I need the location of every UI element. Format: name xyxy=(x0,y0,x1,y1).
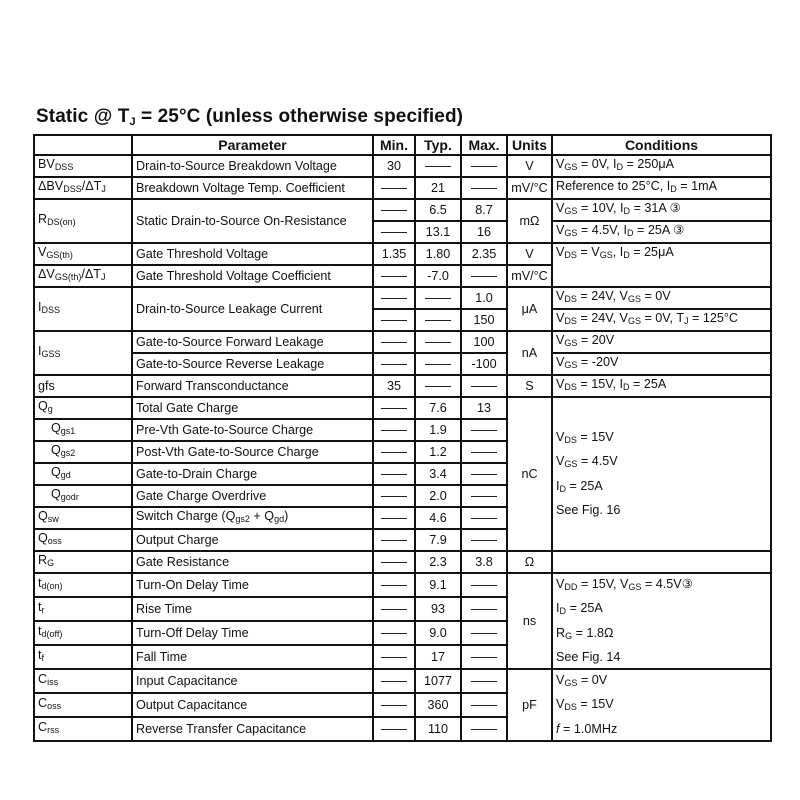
header-typ: Typ. xyxy=(415,135,461,155)
min-cell xyxy=(373,507,415,529)
symbol-cell: $\Delta BV_{DSS}/\Delta T_J$ xyxy=(34,177,132,199)
dash-placeholder xyxy=(471,166,497,167)
parameter-cell: Post-Vth Gate-to-Source Charge xyxy=(132,441,373,463)
max-cell xyxy=(461,155,507,177)
units-cell: pF xyxy=(507,669,552,741)
typ-cell: 2.0 xyxy=(415,485,461,507)
conditions-cell: $V_{DS} = 15V$, $I_D = 25A$ xyxy=(552,375,771,397)
dash-placeholder xyxy=(471,633,497,634)
min-cell xyxy=(373,693,415,717)
typ-cell: 21 xyxy=(415,177,461,199)
units-cell: ns xyxy=(507,573,552,669)
min-cell xyxy=(373,265,415,287)
conditions-cell: $V_{DS} = 24V$, $V_{GS} = 0V$, $T_J = 125^\circ C$ xyxy=(552,309,771,331)
symbol-cell: $\Delta V_{GS(th)}/\Delta T_J$ xyxy=(34,265,132,287)
dash-placeholder xyxy=(381,705,407,706)
conditions-cell: $V_{DD} = 15V$, $V_{GS}$ = 4.5V③ $I_D = 25A$ $R_G = 1.8\Omega$ See Fig. 14 xyxy=(552,573,771,669)
max-cell: 3.8 xyxy=(461,551,507,573)
min-cell: 1.35 xyxy=(373,243,415,265)
parameter-cell: Total Gate Charge xyxy=(132,397,373,419)
dash-placeholder xyxy=(471,386,497,387)
typ-cell: 6.5 xyxy=(415,199,461,221)
symbol-cell: $C_{iss}$ xyxy=(34,669,132,693)
header-parameter: Parameter xyxy=(132,135,373,155)
max-cell xyxy=(461,375,507,397)
dash-placeholder xyxy=(381,474,407,475)
max-cell xyxy=(461,573,507,597)
title-suffix: = 25°C (unless otherwise specified) xyxy=(135,106,464,127)
units-cell: nC xyxy=(507,397,552,551)
dash-placeholder xyxy=(381,298,407,299)
typ-cell: 9.1 xyxy=(415,573,461,597)
conditions-cell: $V_{DS} = V_{GS}$, $I_D = 25\mu A$ xyxy=(552,243,771,287)
dash-placeholder xyxy=(381,657,407,658)
table-row-vgsth xyxy=(34,243,771,265)
symbol-cell: $R_G$ xyxy=(34,551,132,573)
conditions-cell: $V_{GS} = 0V$ $V_{DS} = 15V$ f = 1.0MHz xyxy=(552,669,771,741)
max-cell xyxy=(461,507,507,529)
max-cell: 2.35 xyxy=(461,243,507,265)
typ-cell: 360 xyxy=(415,693,461,717)
min-cell xyxy=(373,309,415,331)
min-cell xyxy=(373,485,415,507)
typ-cell: 4.6 xyxy=(415,507,461,529)
dash-placeholder xyxy=(471,188,497,189)
dash-placeholder xyxy=(381,585,407,586)
symbol-cell: $t_{d(off)}$ xyxy=(34,621,132,645)
symbol-cell: $I_{GSS}$ xyxy=(34,331,132,375)
symbol-cell: $t_{d(on)}$ xyxy=(34,573,132,597)
parameter-cell: Static Drain-to-Source On-Resistance xyxy=(132,199,373,243)
dash-placeholder xyxy=(381,609,407,610)
max-cell xyxy=(461,529,507,551)
dash-placeholder xyxy=(381,540,407,541)
max-cell: 150 xyxy=(461,309,507,331)
dash-placeholder xyxy=(381,364,407,365)
units-cell: nA xyxy=(507,331,552,375)
table-row-qg xyxy=(34,397,771,419)
min-cell xyxy=(373,717,415,741)
min-cell xyxy=(373,621,415,645)
dash-placeholder xyxy=(381,320,407,321)
conditions-cell: $V_{GS} = 20V$ xyxy=(552,331,771,353)
parameter-cell: Breakdown Voltage Temp. Coefficient xyxy=(132,177,373,199)
dash-placeholder xyxy=(425,166,451,167)
dash-placeholder xyxy=(381,518,407,519)
symbol-cell: $Q_{gd}$ xyxy=(34,463,132,485)
conditions-cell: Reference to 25°C, $I_D = 1mA$ xyxy=(552,177,771,199)
typ-cell xyxy=(415,155,461,177)
units-cell: S xyxy=(507,375,552,397)
symbol-cell: $R_{DS(on)}$ xyxy=(34,199,132,243)
max-cell xyxy=(461,463,507,485)
table-row-igss1 xyxy=(34,331,771,353)
dash-placeholder xyxy=(471,474,497,475)
min-cell xyxy=(373,353,415,375)
dash-placeholder xyxy=(381,633,407,634)
symbol-cell: $t_f$ xyxy=(34,645,132,669)
parameter-cell: Fall Time xyxy=(132,645,373,669)
parameter-cell: Turn-Off Delay Time xyxy=(132,621,373,645)
units-cell: Ω xyxy=(507,551,552,573)
dash-placeholder xyxy=(381,430,407,431)
dash-placeholder xyxy=(471,496,497,497)
table-row-idss1 xyxy=(34,287,771,309)
symbol-cell: $Q_{oss}$ xyxy=(34,529,132,551)
parameter-cell: Gate Threshold Voltage Coefficient xyxy=(132,265,373,287)
table-row-rdson1 xyxy=(34,199,771,221)
dash-placeholder xyxy=(381,496,407,497)
units-cell: μA xyxy=(507,287,552,331)
table-row-gfs xyxy=(34,375,771,397)
max-cell xyxy=(461,177,507,199)
min-cell xyxy=(373,645,415,669)
table-row-bvdss xyxy=(34,155,771,177)
typ-cell: 3.4 xyxy=(415,463,461,485)
parameter-cell: Pre-Vth Gate-to-Source Charge xyxy=(132,419,373,441)
max-cell: 1.0 xyxy=(461,287,507,309)
min-cell xyxy=(373,419,415,441)
typ-cell: -7.0 xyxy=(415,265,461,287)
table-row-dbvdss xyxy=(34,177,771,199)
parameter-cell: Drain-to-Source Breakdown Voltage xyxy=(132,155,373,177)
max-cell xyxy=(461,621,507,645)
typ-cell: 1.80 xyxy=(415,243,461,265)
parameter-cell: Output Charge xyxy=(132,529,373,551)
parameter-cell: Switch Charge $(Q_{gs2} + Q_{gd})$ xyxy=(132,507,373,529)
parameter-cell: Forward Transconductance xyxy=(132,375,373,397)
section-title xyxy=(36,106,463,128)
dash-placeholder xyxy=(471,518,497,519)
conditions-cell: $V_{GS} = 10V$, $I_D = 31A$ ③ xyxy=(552,199,771,221)
max-cell xyxy=(461,669,507,693)
dash-placeholder xyxy=(381,232,407,233)
min-cell xyxy=(373,221,415,243)
title-subscript: J xyxy=(129,116,136,128)
min-cell xyxy=(373,669,415,693)
dash-placeholder xyxy=(471,657,497,658)
max-cell xyxy=(461,441,507,463)
parameter-cell: Reverse Transfer Capacitance xyxy=(132,717,373,741)
typ-cell: 1.9 xyxy=(415,419,461,441)
min-cell xyxy=(373,551,415,573)
typ-cell: 9.0 xyxy=(415,621,461,645)
typ-cell: 13.1 xyxy=(415,221,461,243)
units-cell: mV/°C xyxy=(507,177,552,199)
conditions-cell: $V_{DS} = 24V$, $V_{GS} = 0V$ xyxy=(552,287,771,309)
max-cell: -100 xyxy=(461,353,507,375)
max-cell xyxy=(461,265,507,287)
table-row-tdon xyxy=(34,573,771,597)
max-cell xyxy=(461,597,507,621)
table-row-ciss xyxy=(34,669,771,693)
typ-cell xyxy=(415,331,461,353)
symbol-cell: $t_r$ xyxy=(34,597,132,621)
min-cell xyxy=(373,529,415,551)
table-row-igss2 xyxy=(34,353,771,375)
dash-placeholder xyxy=(425,342,451,343)
symbol-cell: $Q_{sw}$ xyxy=(34,507,132,529)
typ-cell xyxy=(415,287,461,309)
max-cell xyxy=(461,645,507,669)
header-units: Units xyxy=(507,135,552,155)
conditions-cell: $V_{GS} = 0V$, $I_D = 250\mu A$ xyxy=(552,155,771,177)
header-row xyxy=(34,135,771,155)
max-cell xyxy=(461,693,507,717)
parameter-cell: Gate-to-Source Reverse Leakage xyxy=(132,353,373,375)
conditions-cell: $V_{GS} = 4.5V$, $I_D = 25A$ ③ xyxy=(552,221,771,243)
dash-placeholder xyxy=(471,276,497,277)
units-cell: V xyxy=(507,243,552,265)
typ-cell: 17 xyxy=(415,645,461,669)
conditions-cell: $V_{DS} = 15V$ $V_{GS} = 4.5V$ $I_D = 25A$ See Fig. 16 xyxy=(552,397,771,551)
units-cell: V xyxy=(507,155,552,177)
dash-placeholder xyxy=(425,320,451,321)
max-cell xyxy=(461,485,507,507)
dash-placeholder xyxy=(471,452,497,453)
parameter-cell: Gate Threshold Voltage xyxy=(132,243,373,265)
dash-placeholder xyxy=(381,342,407,343)
parameter-cell: Gate Charge Overdrive xyxy=(132,485,373,507)
title-prefix: Static @ T xyxy=(36,106,130,127)
parameter-cell: Rise Time xyxy=(132,597,373,621)
dash-placeholder xyxy=(381,562,407,563)
static-characteristics-table xyxy=(33,134,772,742)
dash-placeholder xyxy=(471,729,497,730)
symbol-cell: $Q_{gs2}$ xyxy=(34,441,132,463)
symbol-cell: $BV_{DSS}$ xyxy=(34,155,132,177)
dash-placeholder xyxy=(425,364,451,365)
parameter-cell: Turn-On Delay Time xyxy=(132,573,373,597)
dash-placeholder xyxy=(471,540,497,541)
typ-cell: 7.9 xyxy=(415,529,461,551)
max-cell: 13 xyxy=(461,397,507,419)
symbol-cell: $C_{oss}$ xyxy=(34,693,132,717)
dash-placeholder xyxy=(381,729,407,730)
typ-cell xyxy=(415,375,461,397)
dash-placeholder xyxy=(381,210,407,211)
symbol-cell: $I_{DSS}$ xyxy=(34,287,132,331)
dash-placeholder xyxy=(471,609,497,610)
dash-placeholder xyxy=(425,298,451,299)
min-cell xyxy=(373,573,415,597)
parameter-cell: Input Capacitance xyxy=(132,669,373,693)
dash-placeholder xyxy=(471,681,497,682)
dash-placeholder xyxy=(471,705,497,706)
conditions-cell xyxy=(552,551,771,573)
min-cell xyxy=(373,397,415,419)
dash-placeholder xyxy=(381,452,407,453)
max-cell: 100 xyxy=(461,331,507,353)
dash-placeholder xyxy=(381,276,407,277)
dash-placeholder xyxy=(381,408,407,409)
max-cell: 8.7 xyxy=(461,199,507,221)
symbol-cell: $C_{rss}$ xyxy=(34,717,132,741)
typ-cell: 1.2 xyxy=(415,441,461,463)
parameter-cell: Gate-to-Drain Charge xyxy=(132,463,373,485)
min-cell xyxy=(373,199,415,221)
typ-cell: 93 xyxy=(415,597,461,621)
typ-cell xyxy=(415,309,461,331)
typ-cell: 1077 xyxy=(415,669,461,693)
header-symbol xyxy=(34,135,132,155)
typ-cell: 110 xyxy=(415,717,461,741)
dash-placeholder xyxy=(381,188,407,189)
dash-placeholder xyxy=(471,430,497,431)
table-row-rg xyxy=(34,551,771,573)
header-max: Max. xyxy=(461,135,507,155)
typ-cell: 2.3 xyxy=(415,551,461,573)
dash-placeholder xyxy=(381,681,407,682)
conditions-cell: $V_{GS} = -20V$ xyxy=(552,353,771,375)
symbol-cell: $Q_{gs1}$ xyxy=(34,419,132,441)
max-cell xyxy=(461,419,507,441)
min-cell: 30 xyxy=(373,155,415,177)
min-cell xyxy=(373,463,415,485)
dash-placeholder xyxy=(471,585,497,586)
symbol-cell: $V_{GS(th)}$ xyxy=(34,243,132,265)
max-cell: 16 xyxy=(461,221,507,243)
parameter-cell: Output Capacitance xyxy=(132,693,373,717)
symbol-cell: $Q_g$ xyxy=(34,397,132,419)
typ-cell xyxy=(415,353,461,375)
min-cell xyxy=(373,441,415,463)
min-cell xyxy=(373,331,415,353)
min-cell xyxy=(373,597,415,621)
dash-placeholder xyxy=(425,386,451,387)
min-cell: 35 xyxy=(373,375,415,397)
max-cell xyxy=(461,717,507,741)
units-cell: mV/°C xyxy=(507,265,552,287)
min-cell xyxy=(373,287,415,309)
parameter-cell: Gate Resistance xyxy=(132,551,373,573)
parameter-cell: Gate-to-Source Forward Leakage xyxy=(132,331,373,353)
min-cell xyxy=(373,177,415,199)
header-conditions: Conditions xyxy=(552,135,771,155)
parameter-cell: Drain-to-Source Leakage Current xyxy=(132,287,373,331)
header-min: Min. xyxy=(373,135,415,155)
typ-cell: 7.6 xyxy=(415,397,461,419)
symbol-cell: gfs xyxy=(34,375,132,397)
units-cell: mΩ xyxy=(507,199,552,243)
symbol-cell: $Q_{godr}$ xyxy=(34,485,132,507)
